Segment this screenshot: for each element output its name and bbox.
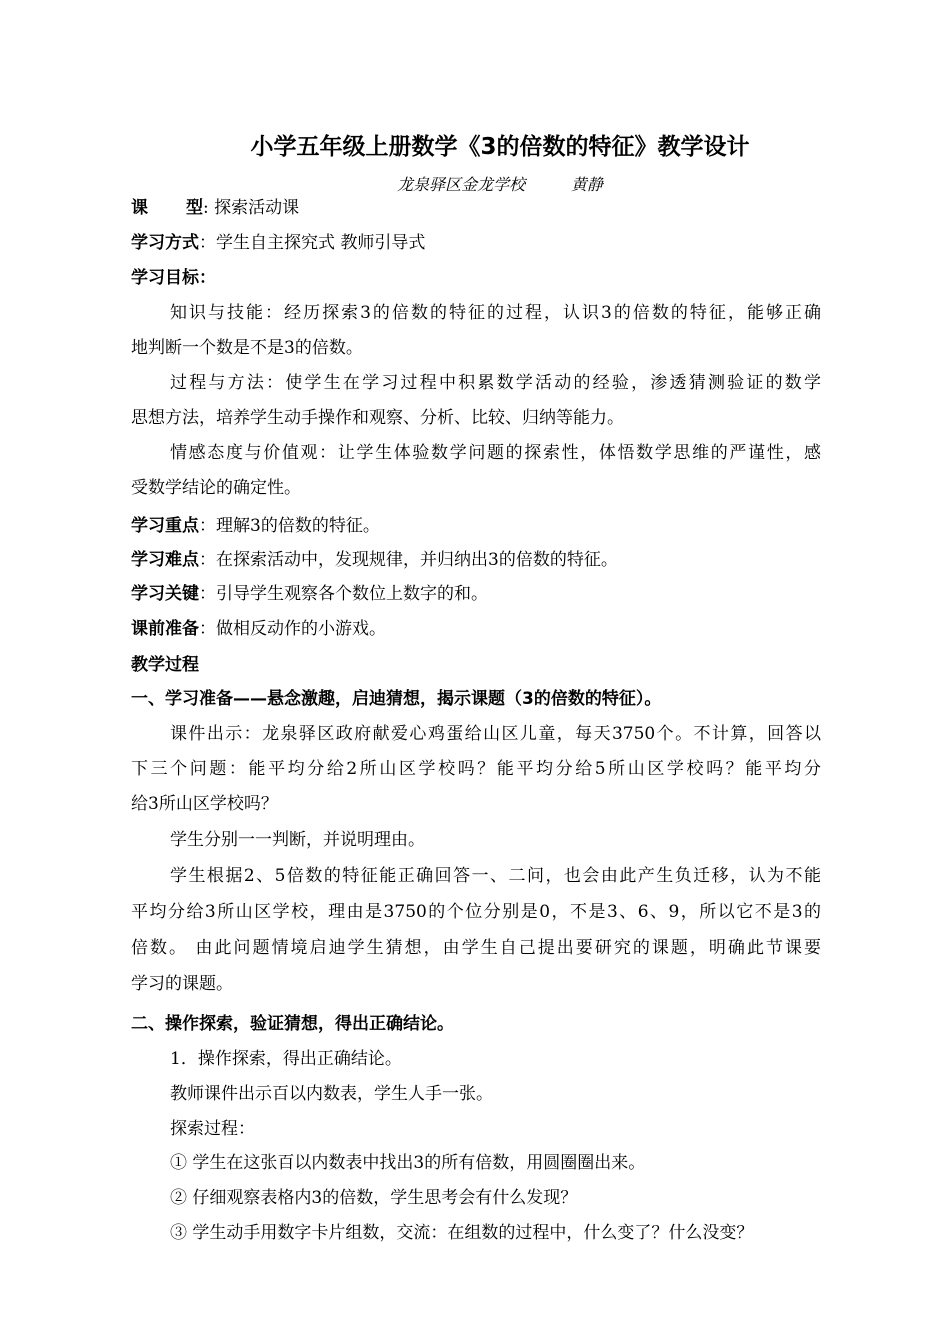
section-2-explore-label: 探索过程：	[170, 1119, 255, 1139]
preparation-label: 课前准备	[131, 619, 199, 639]
lesson-type-line	[131, 196, 821, 220]
goal-attitude-line-2: 受数学结论的确定性。	[131, 478, 301, 498]
preparation-line	[131, 617, 821, 641]
section-2-courseware-line: 教师课件出示百以内数表，学生人手一张。	[170, 1084, 493, 1104]
lesson-type-label-b: 型	[186, 198, 203, 218]
goal-knowledge-line-2: 地判断一个数是不是3的倍数。	[131, 338, 363, 358]
section-1-para-3-line-1: 学生根据2、5倍数的特征能正确回答一、二问，也会由此产生负迁移，认为不能	[170, 866, 821, 886]
crux-label: 学习关键	[131, 584, 199, 604]
section-2-heading: 二、操作探索，验证猜想，得出正确结论。	[131, 1014, 454, 1034]
document-title: 小学五年级上册数学《3的倍数的特征》教学设计	[250, 134, 750, 160]
preparation-value: ：做相反动作的小游戏。	[199, 619, 386, 639]
section-2-step-heading: 1．操作探索，得出正确结论。	[170, 1049, 402, 1069]
difficult-point-label: 学习难点	[131, 550, 199, 570]
section-1-para-1-line-1: 课件出示：龙泉驿区政府献爱心鸡蛋给山区儿童，每天3750个。不计算，回答以	[170, 724, 821, 744]
learning-method-line	[131, 231, 821, 255]
section-2-step-1: ① 学生在这张百以内数表中找出3的所有倍数，用圆圈圈出来。	[170, 1153, 646, 1173]
section-1-para-2: 学生分别一一判断，并说明理由。	[170, 830, 425, 850]
key-point-line	[131, 514, 821, 538]
goal-process-line-2: 思想方法，培养学生动手操作和观察、分析、比较、归纳等能力。	[131, 408, 624, 428]
lesson-type-label-a: 课	[131, 198, 148, 218]
difficult-point-line	[131, 548, 821, 572]
key-point-value: ：理解3的倍数的特征。	[199, 516, 380, 536]
section-1-heading: 一、学习准备——悬念激趣，启迪猜想，揭示课题（3的倍数的特征）。	[131, 689, 662, 709]
section-1-para-3-line-4: 学习的课题。	[131, 974, 233, 994]
goal-knowledge-line-1: 知识与技能：经历探索3的倍数的特征的过程，认识3的倍数的特征，能够正确	[170, 303, 821, 323]
crux-line	[131, 582, 821, 606]
lesson-type-value: : 探索活动课	[203, 198, 300, 218]
goal-attitude-line-1: 情感态度与价值观：让学生体验数学问题的探索性，体悟数学思维的严谨性，感	[170, 443, 821, 463]
goal-process-line-1: 过程与方法：使学生在学习过程中积累数学活动的经验，渗透猜测验证的数学	[170, 373, 821, 393]
section-1-para-3-line-2: 平均分给3所山区学校，理由是3750的个位分别是0，不是3、6、9，所以它不是3的	[131, 902, 821, 922]
difficult-point-value: ：在探索活动中，发现规律，并归纳出3的倍数的特征。	[199, 550, 618, 570]
teaching-process-heading: 教学过程	[131, 655, 199, 675]
learning-method-label: 学习方式	[131, 233, 199, 253]
section-2-step-2: ② 仔细观察表格内3的倍数，学生思考会有什么发现？	[170, 1188, 578, 1208]
author-byline: 龙泉驿区金龙学校 黄静	[397, 175, 603, 194]
section-1-para-1-line-3: 给3所山区学校吗？	[131, 794, 278, 814]
section-1-para-3-line-3: 倍数。 由此问题情境启迪学生猜想，由学生自己提出要研究的课题，明确此节课要	[131, 938, 821, 958]
learning-method-value: ：学生自主探究式 教师引导式	[199, 233, 426, 253]
key-point-label: 学习重点	[131, 516, 199, 536]
learning-goals-label: 学习目标：	[131, 268, 216, 288]
crux-value: ：引导学生观察各个数位上数字的和。	[199, 584, 488, 604]
section-2-step-3: ③ 学生动手用数字卡片组数，交流：在组数的过程中，什么变了？什么没变？	[170, 1223, 754, 1243]
section-1-para-1-line-2: 下三个问题：能平均分给2所山区学校吗？能平均分给5所山区学校吗？能平均分	[131, 759, 821, 779]
